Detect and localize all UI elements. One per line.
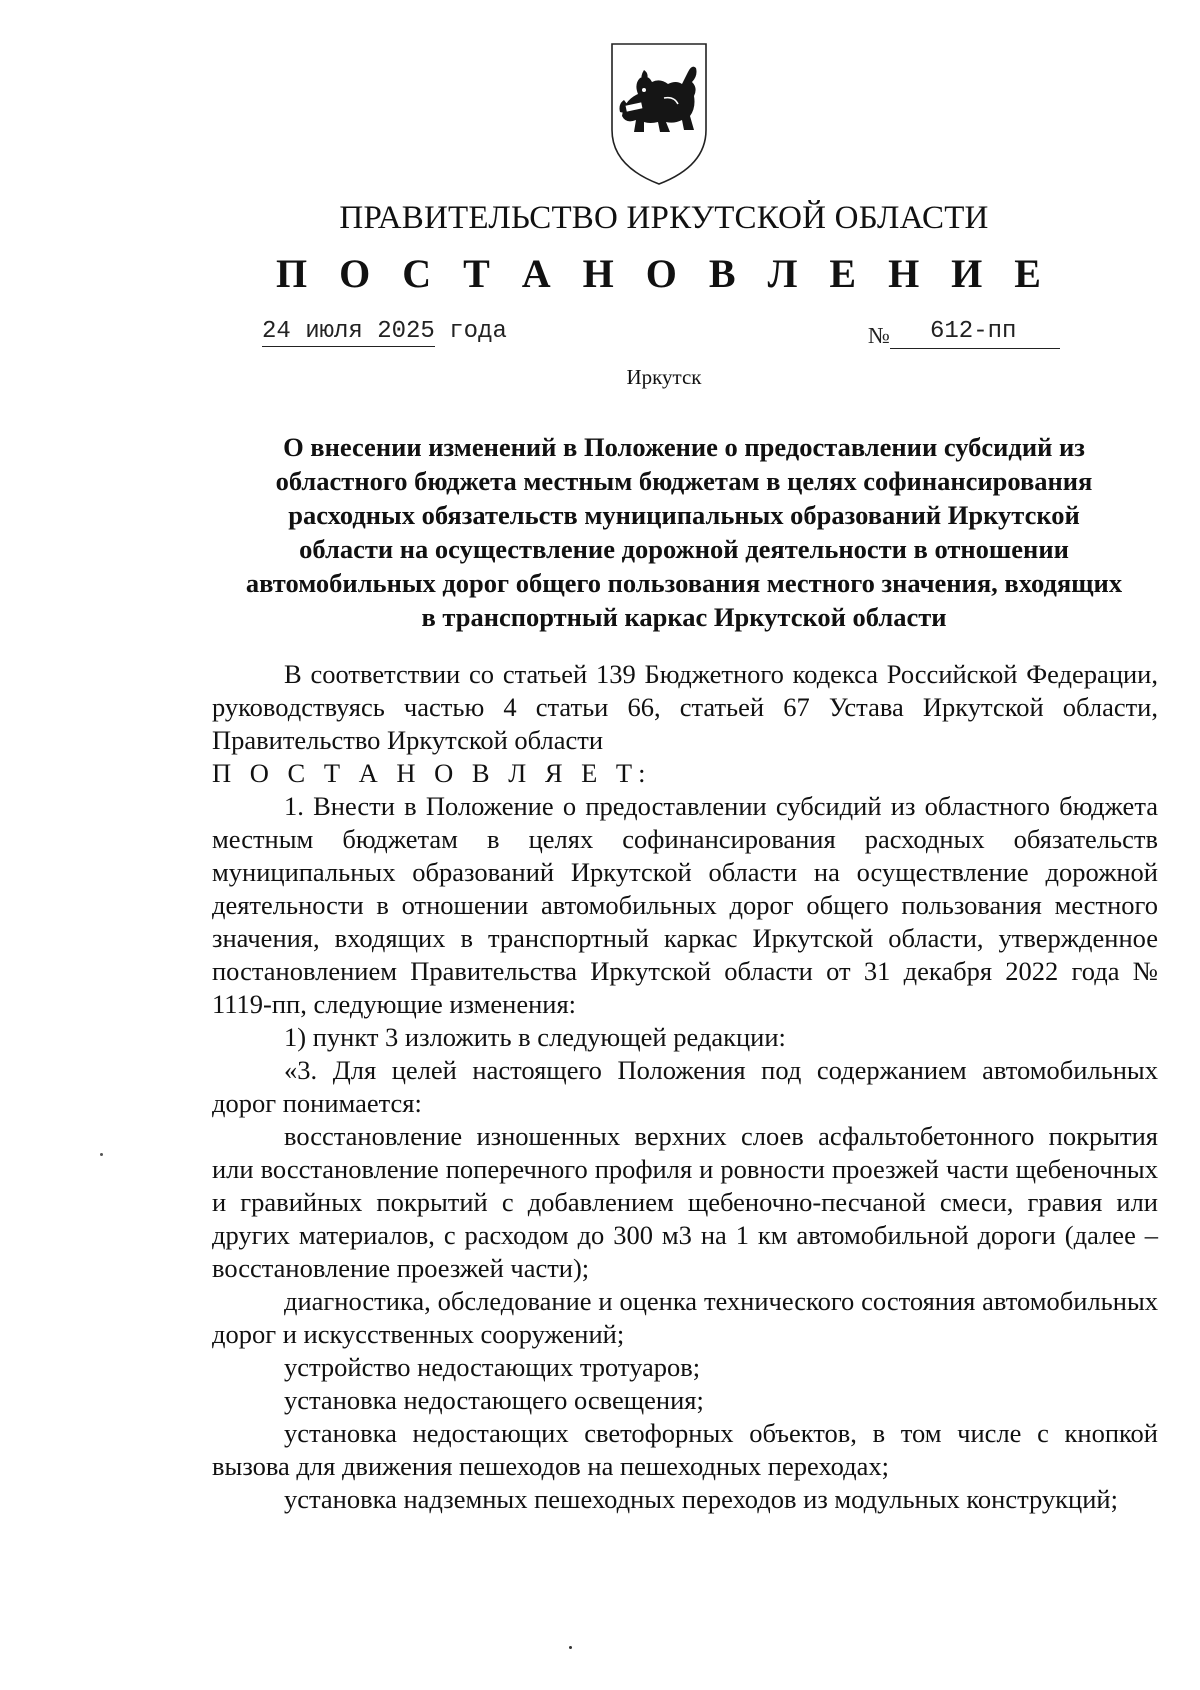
list-item: установка надземных пешеходных переходов из модульных конструкций;	[284, 1484, 1118, 1514]
heading-line: О внесении изменений в Положение о предоставлении субсидий из	[283, 432, 1085, 462]
item-1-paragraph: 1. Внести в Положение о предоставлении субсидий из областного бюджета местным бюджетам в целях софинансирования расходных обязательств муниципальных образований Иркутской области на осуществление дорожной деятельности в отношении автомобильных дорог общего пользования местного значения, входящих в транспортный каркас Иркутской области, утвержденное постановлением Правительства Иркутской области от 31 декабря 2022 года № 1119-пп, следующие изменения:	[212, 791, 1158, 1019]
heading-line: области на осуществление дорожной деятельности в отношении	[299, 534, 1069, 564]
point-3-paragraph: «3. Для целей настоящего Положения под содержанием автомобильных дорог понимается:	[212, 1055, 1158, 1118]
list-item: устройство недостающих тротуаров;	[284, 1352, 701, 1382]
list-item: диагностика, обследование и оценка технического состояния автомобильных дорог и искусственных сооружений;	[212, 1286, 1158, 1349]
irkutsk-babr-emblem-icon	[604, 38, 714, 188]
heading-line: автомобильных дорог общего пользования местного значения, входящих	[245, 568, 1123, 598]
heading-line: расходных обязательств муниципальных образований Иркутской	[288, 500, 1080, 530]
date-value: 24 июля 2025	[262, 318, 435, 345]
date-suffix: года	[449, 318, 507, 345]
heading-line: областного бюджета местным бюджетам в целях софинансирования	[275, 466, 1093, 496]
document-date	[262, 318, 507, 345]
scan-speck	[100, 1153, 103, 1156]
document-heading	[210, 430, 1158, 634]
coat-of-arms-emblem	[604, 38, 714, 188]
subitem-1-paragraph: 1) пункт 3 изложить в следующей редакции:	[284, 1022, 786, 1052]
list-item: восстановление изношенных верхних слоев асфальтобетонного покрытия или восстановление поперечного профиля и ровности проезжей части щебеночных и гравийных покрытий с добавлением щебеночно-песчаной смеси, гравия или других материалов, с расходом до 300 м3 на 1 км автомобильной дороги (далее – восстановление проезжей части);	[212, 1121, 1158, 1283]
scan-speck	[569, 1646, 572, 1649]
list-item: установка недостающих светофорных объектов, в том числе с кнопкой вызова для движения пешеходов на пешеходных переходах;	[212, 1418, 1158, 1481]
document-number: 612-пп	[890, 318, 1060, 349]
preamble-paragraph: В соответствии со статьей 139 Бюджетного кодекса Российской Федерации, руководствуясь частью 4 статьи 66, статьей 67 Устава Иркутской области, Правительство Иркутской области	[212, 659, 1158, 755]
list-item: установка недостающего освещения;	[284, 1385, 704, 1415]
government-title: ПРАВИТЕЛЬСТВО ИРКУТСКОЙ ОБЛАСТИ	[339, 200, 989, 236]
document-type-title: П О С Т А Н О В Л Е Н И Е	[276, 251, 1052, 296]
heading-line: в транспортный каркас Иркутской области	[421, 602, 947, 632]
decree-word: П О С Т А Н О В Л Я Е Т:	[212, 758, 652, 788]
city-name: Иркутск	[626, 365, 702, 389]
number-label: №	[868, 323, 890, 348]
document-body	[212, 658, 1158, 1516]
